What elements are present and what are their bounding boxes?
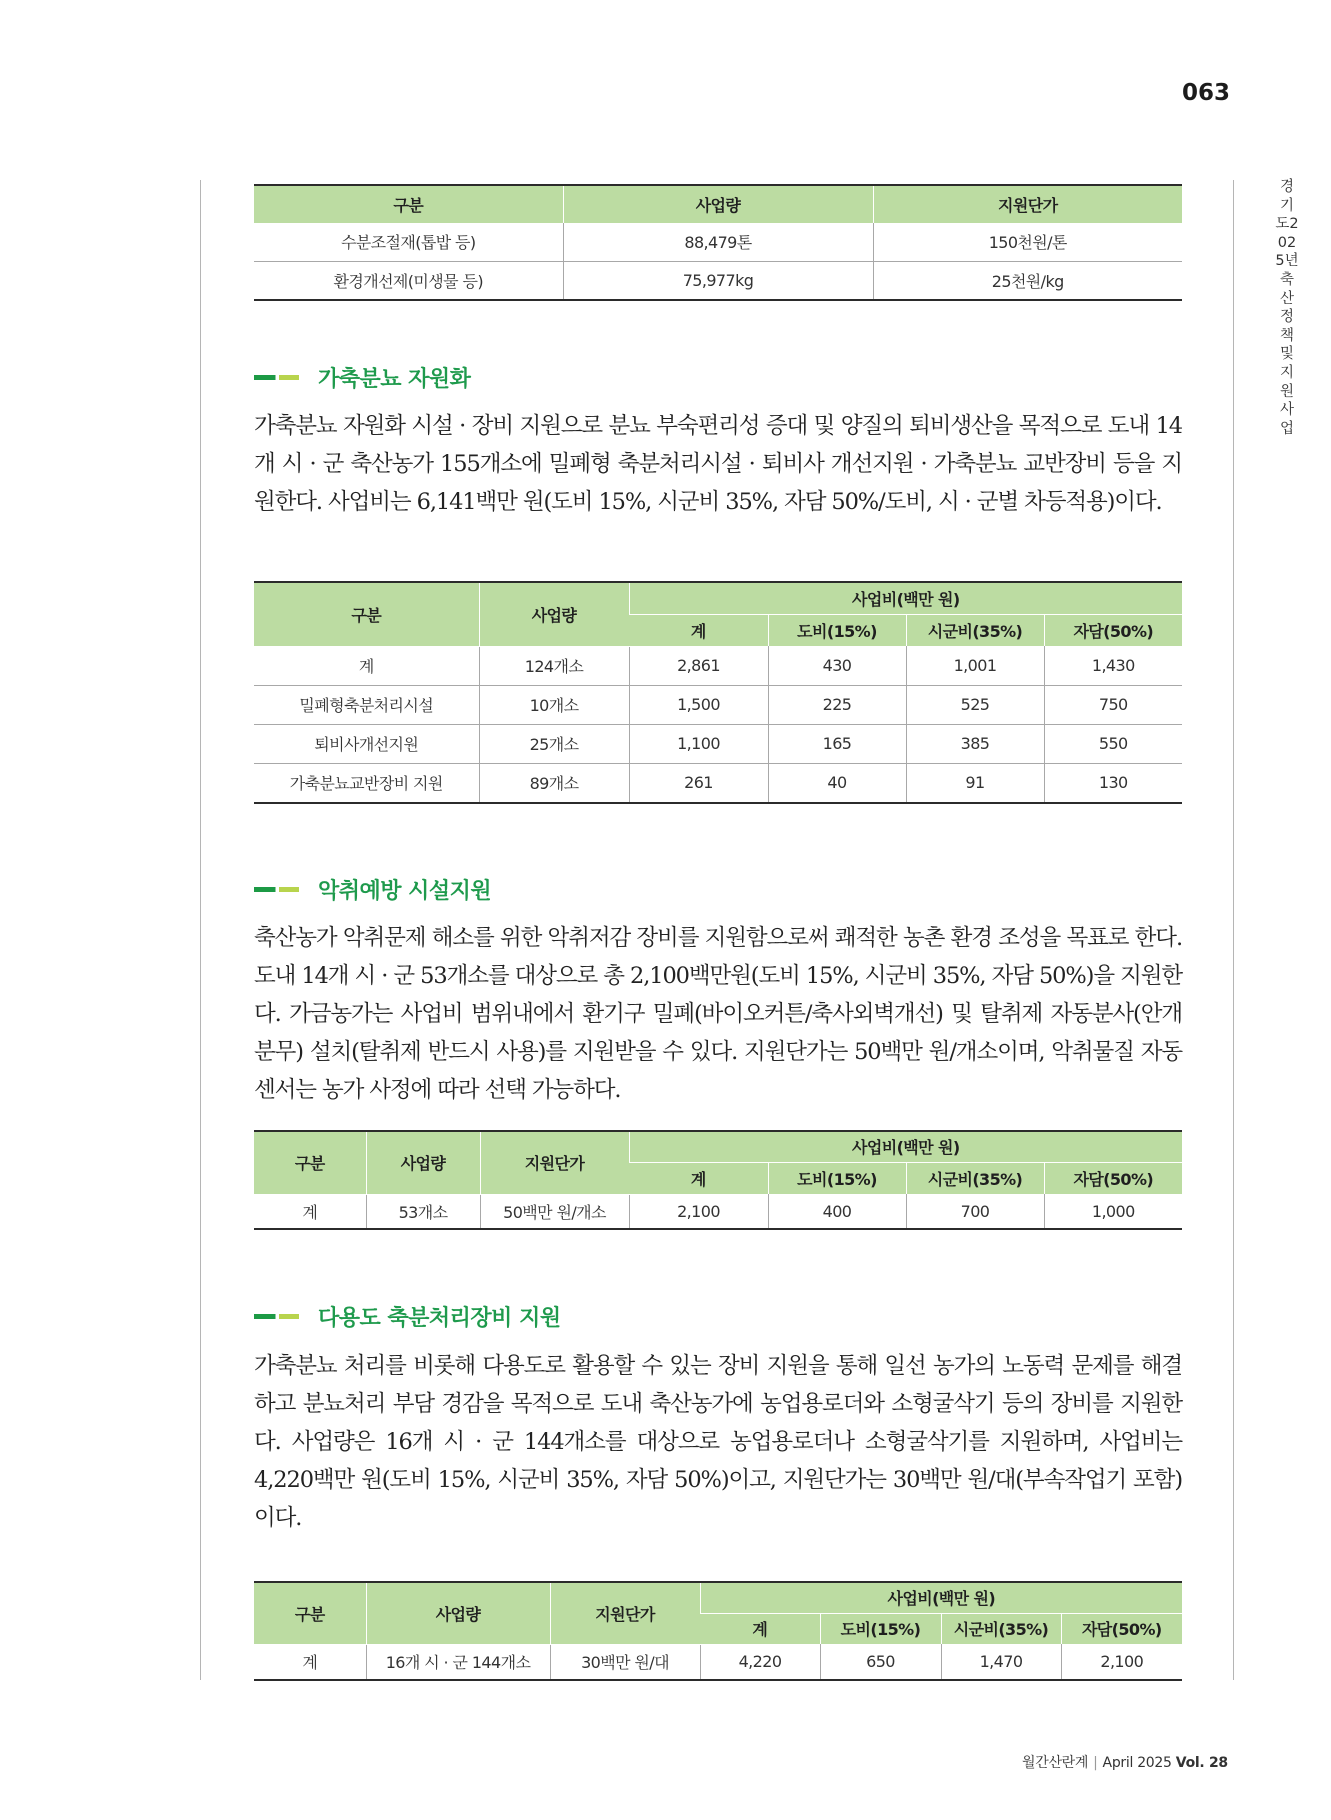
table1-header-quantity: 사업량: [563, 185, 873, 223]
table-cell: 525: [906, 685, 1044, 724]
footer-date: April 2025: [1102, 1755, 1172, 1771]
heading-bar-icon: [254, 887, 299, 892]
table-cell: 430: [768, 646, 906, 685]
footer-separator: |: [1093, 1755, 1098, 1771]
section-title: 다용도 축분처리장비 지원: [318, 1306, 561, 1331]
table4-header-quantity: 사업량: [366, 1582, 550, 1644]
table-cell: 30백만 원/대: [550, 1644, 700, 1680]
table-cell: 25천원/kg: [873, 261, 1182, 300]
table4-header-category: 구분: [254, 1582, 366, 1644]
table3-header-cost: 사업비(백만 원): [629, 1131, 1182, 1162]
section-title: 악취예방 시설지원: [318, 879, 492, 904]
footer: [1022, 1752, 1235, 1774]
table4-header-cost: 사업비(백만 원): [700, 1582, 1182, 1613]
table1-wrapper: [254, 184, 1182, 301]
section2-paragraph: 축산농가 악취문제 해소를 위한 악취저감 장비를 지원함으로써 쾌적한 농촌 환경 조성을 목표로 한다. 도내 14개 시 · 군 53개소를 대상으로 총 2,100백만원(도비 15%, 시군비 35%, 자담 50%)을 지원한다. 가금농가는 사업비 범위내에서 환기구 밀폐(바이오커튼/축사외벽개선) 및 탈취제 자동분사(안개분무) 설치(탈취제 반드시 사용)를 지원받을 수 있다. 지원단가는 50백만 원/개소이며, 악취물질 자동센서는 농가 사정에 따라 선택 가능하다.: [254, 925, 1182, 1103]
table-cell: 가축분뇨교반장비 지원: [254, 763, 479, 803]
table-cell: 53개소: [366, 1194, 480, 1229]
table-cell: 750: [1044, 685, 1182, 724]
table-row: [254, 1644, 1182, 1680]
table-cell: 1,500: [629, 685, 768, 724]
table4-header-self: 자담(50%): [1061, 1613, 1182, 1644]
table3-wrapper: [254, 1130, 1182, 1230]
table3-header-unit-price: 지원단가: [480, 1131, 629, 1194]
table4-wrapper: [254, 1581, 1182, 1681]
table3: [254, 1130, 1182, 1230]
table-cell: 계: [254, 646, 479, 685]
table-row: [254, 685, 1182, 724]
table-cell: 4,220: [700, 1644, 820, 1680]
side-running-title: 경기도2025년축산정책및지원사업: [1275, 179, 1299, 437]
left-margin-rule: [200, 180, 201, 1680]
table-cell: 89개소: [479, 763, 629, 803]
table3-header-city: 시군비(35%): [906, 1162, 1044, 1194]
table3-header-category: 구분: [254, 1131, 366, 1194]
table-cell: 16개 시 · 군 144개소: [366, 1644, 550, 1680]
table3-header-quantity: 사업량: [366, 1131, 480, 1194]
section-title: 가축분뇨 자원화: [318, 367, 471, 392]
table4: [254, 1581, 1182, 1681]
table-cell: 165: [768, 724, 906, 763]
table2-wrapper: [254, 581, 1182, 804]
right-margin-rule: [1233, 180, 1234, 1680]
table-cell: 91: [906, 763, 1044, 803]
table-cell: 퇴비사개선지원: [254, 724, 479, 763]
table-cell: 1,430: [1044, 646, 1182, 685]
table-cell: 계: [254, 1194, 366, 1229]
table1: [254, 184, 1182, 301]
table-cell: 550: [1044, 724, 1182, 763]
table-cell: 124개소: [479, 646, 629, 685]
table-cell: 50백만 원/개소: [480, 1194, 629, 1229]
table3-header-province: 도비(15%): [768, 1162, 906, 1194]
table-cell: 2,100: [629, 1194, 768, 1229]
table-cell: 650: [820, 1644, 941, 1680]
table2-header-province: 도비(15%): [768, 614, 906, 646]
table-row: [254, 763, 1182, 803]
table-cell: 40: [768, 763, 906, 803]
table-row: [254, 261, 1182, 300]
page-number: 063: [1182, 80, 1231, 106]
table4-header-unit-price: 지원단가: [550, 1582, 700, 1644]
table2-header-cost: 사업비(백만 원): [629, 582, 1182, 614]
table-cell: 2,861: [629, 646, 768, 685]
table4-header-total: 계: [700, 1613, 820, 1644]
table-cell: 1,001: [906, 646, 1044, 685]
table-cell: 225: [768, 685, 906, 724]
table-cell: 환경개선제(미생물 등): [254, 261, 563, 300]
table4-header-city: 시군비(35%): [941, 1613, 1061, 1644]
footer-magazine: 월간산란계: [1022, 1755, 1089, 1771]
table3-header-total: 계: [629, 1162, 768, 1194]
table-row: [254, 724, 1182, 763]
section3-paragraph: 가축분뇨 처리를 비롯해 다용도로 활용할 수 있는 장비 지원을 통해 일선 농가의 노동력 문제를 해결하고 분뇨처리 부담 경감을 목적으로 도내 축산농가에 농업용로더와 소형굴삭기 등의 장비를 지원한다. 사업량은 16개 시 · 군 144개소를 대상으로 농업용로더나 소형굴삭기를 지원하며, 사업비는 4,220백만 원(도비 15%, 시군비 35%, 자담 50%)이고, 지원단가는 30백만 원/대(부속작업기 포함)이다.: [254, 1353, 1182, 1531]
table-cell: 130: [1044, 763, 1182, 803]
section1-paragraph: 가축분뇨 자원화 시설 · 장비 지원으로 분뇨 부숙편리성 증대 및 양질의 퇴비생산을 목적으로 도내 14개 시 · 군 축산농가 155개소에 밀폐형 축분처리시설 · 퇴비사 개선지원 · 가축분뇨 교반장비 등을 지원한다. 사업비는 6,141백만 원(도비 15%, 시군비 35%, 자담 50%/도비, 시 · 군별 차등적용)이다.: [254, 413, 1182, 515]
table-cell: 700: [906, 1194, 1044, 1229]
table-cell: 1,000: [1044, 1194, 1182, 1229]
table2: [254, 581, 1182, 804]
table2-header-quantity: 사업량: [479, 582, 629, 646]
table1-header-category: 구분: [254, 185, 563, 223]
table-cell: 1,100: [629, 724, 768, 763]
footer-volume: Vol. 28: [1175, 1755, 1228, 1771]
table-row: [254, 1194, 1182, 1229]
table2-header-total: 계: [629, 614, 768, 646]
table-row: [254, 646, 1182, 685]
table-cell: 385: [906, 724, 1044, 763]
table4-header-province: 도비(15%): [820, 1613, 941, 1644]
table-cell: 2,100: [1061, 1644, 1182, 1680]
table-cell: 25개소: [479, 724, 629, 763]
table-cell: 400: [768, 1194, 906, 1229]
heading-bar-icon: [254, 1314, 299, 1319]
table1-header-unit-price: 지원단가: [873, 185, 1182, 223]
table-cell: 75,977kg: [563, 261, 873, 300]
table-cell: 150천원/톤: [873, 223, 1182, 261]
table-cell: 88,479톤: [563, 223, 873, 261]
table2-header-self: 자담(50%): [1044, 614, 1182, 646]
table-cell: 1,470: [941, 1644, 1061, 1680]
table-cell: 261: [629, 763, 768, 803]
table2-header-city: 시군비(35%): [906, 614, 1044, 646]
table2-header-category: 구분: [254, 582, 479, 646]
table-cell: 계: [254, 1644, 366, 1680]
heading-bar-icon: [254, 375, 299, 380]
table-row: [254, 223, 1182, 261]
table3-header-self: 자담(50%): [1044, 1162, 1182, 1194]
table-cell: 수분조절재(톱밥 등): [254, 223, 563, 261]
table-cell: 밀폐형축분처리시설: [254, 685, 479, 724]
table-cell: 10개소: [479, 685, 629, 724]
